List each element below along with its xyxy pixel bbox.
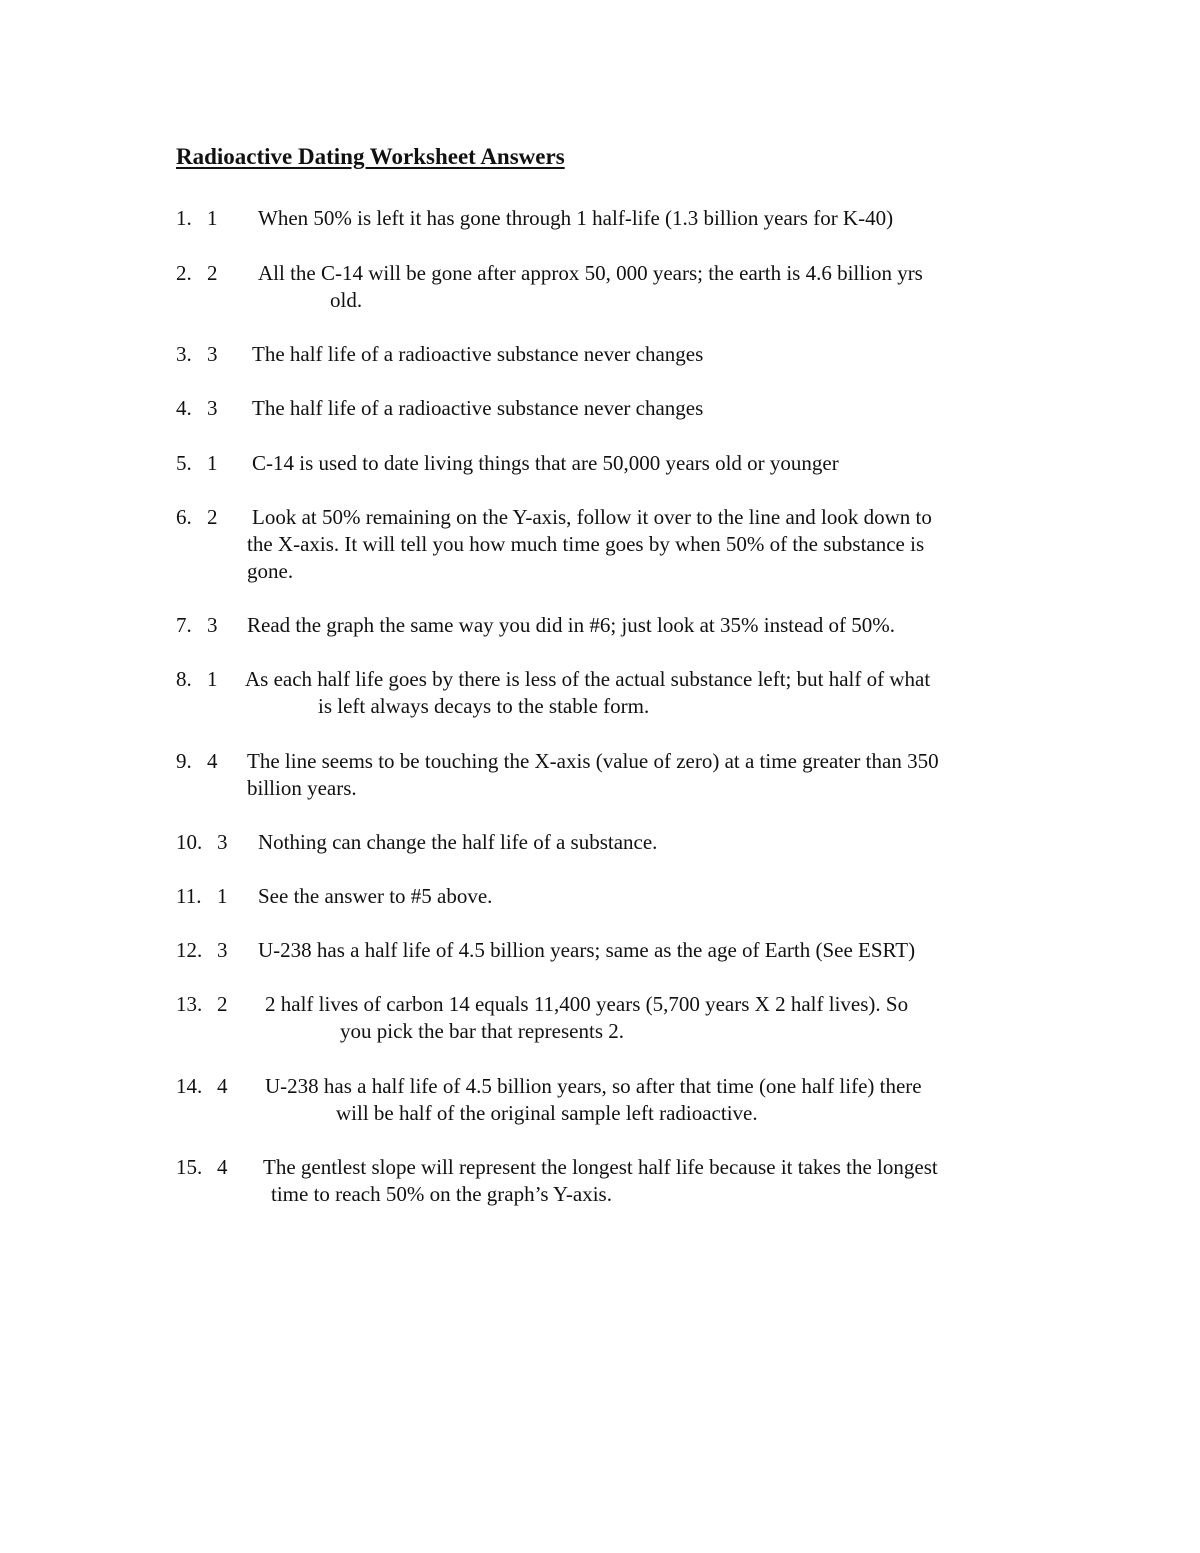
answer-number: 2. — [176, 261, 192, 285]
answer-explanation: The line seems to be touching the X-axis (value of zero) at a time greater than 350 — [247, 749, 939, 773]
answer-explanation-continued: the X-axis. It will tell you how much time goes by when 50% of the substance is — [247, 532, 925, 556]
answer-choice: 1 — [207, 451, 218, 475]
answer-explanation: U-238 has a half life of 4.5 billion years; same as the age of Earth (See ESRT) — [258, 938, 916, 962]
answer-number: 3. — [176, 342, 192, 366]
answer-number: 7. — [176, 613, 192, 637]
answer-choice: 3 — [207, 613, 218, 637]
answer-number: 13. — [176, 992, 203, 1016]
answer-explanation: As each half life goes by there is less of the actual substance left; but half of what — [245, 667, 931, 691]
answer-choice: 2 — [217, 992, 228, 1016]
answer-choice: 1 — [207, 667, 218, 691]
answer-choice: 3 — [207, 342, 218, 366]
answer-explanation: Nothing can change the half life of a substance. — [258, 830, 658, 854]
answer-choice: 1 — [207, 206, 218, 230]
answer-explanation: When 50% is left it has gone through 1 half-life (1.3 billion years for K-40) — [258, 206, 894, 230]
answer-choice: 2 — [207, 261, 218, 285]
answer-choice: 3 — [217, 938, 228, 962]
answer-number: 12. — [176, 938, 203, 962]
answer-choice: 4 — [217, 1155, 228, 1179]
answer-choice: 2 — [207, 505, 218, 529]
answer-explanation: The half life of a radioactive substance never changes — [252, 342, 704, 366]
answer-number: 1. — [176, 206, 192, 230]
answer-explanation-continued: gone. — [247, 559, 294, 583]
answer-explanation: The half life of a radioactive substance never changes — [252, 396, 704, 420]
answer-explanation: Read the graph the same way you did in #6; just look at 35% instead of 50%. — [247, 613, 895, 637]
answer-explanation: 2 half lives of carbon 14 equals 11,400 years (5,700 years X 2 half lives). So — [265, 992, 909, 1016]
answer-number: 10. — [176, 830, 203, 854]
answer-choice: 3 — [217, 830, 228, 854]
answer-choice: 4 — [217, 1074, 228, 1098]
answer-number: 4. — [176, 396, 192, 420]
answer-explanation-continued: old. — [330, 288, 363, 312]
answer-number: 5. — [176, 451, 192, 475]
answer-number: 9. — [176, 749, 192, 773]
answer-explanation: All the C-14 will be gone after approx 50, 000 years; the earth is 4.6 billion yrs — [258, 261, 923, 285]
answer-number: 14. — [176, 1074, 203, 1098]
answer-choice: 3 — [207, 396, 218, 420]
page-title: Radioactive Dating Worksheet Answers — [176, 144, 565, 169]
answer-number: 15. — [176, 1155, 203, 1179]
answer-explanation-continued: you pick the bar that represents 2. — [340, 1019, 624, 1043]
answer-explanation-continued: billion years. — [247, 776, 357, 800]
answer-explanation-continued: is left always decays to the stable form. — [318, 694, 650, 718]
answer-explanation-continued: time to reach 50% on the graph’s Y-axis. — [271, 1182, 612, 1206]
answer-choice: 1 — [217, 884, 228, 908]
answer-explanation: The gentlest slope will represent the longest half life because it takes the longest — [263, 1155, 938, 1179]
answer-explanation: See the answer to #5 above. — [258, 884, 493, 908]
answer-explanation: U-238 has a half life of 4.5 billion years, so after that time (one half life) there — [265, 1074, 922, 1098]
answer-number: 8. — [176, 667, 192, 691]
answer-explanation: Look at 50% remaining on the Y-axis, follow it over to the line and look down to — [252, 505, 932, 529]
answer-number: 6. — [176, 505, 192, 529]
answer-choice: 4 — [207, 749, 218, 773]
answer-number: 11. — [176, 884, 202, 908]
answer-explanation-continued: will be half of the original sample left radioactive. — [336, 1101, 758, 1125]
answer-explanation: C-14 is used to date living things that are 50,000 years old or younger — [252, 451, 839, 475]
